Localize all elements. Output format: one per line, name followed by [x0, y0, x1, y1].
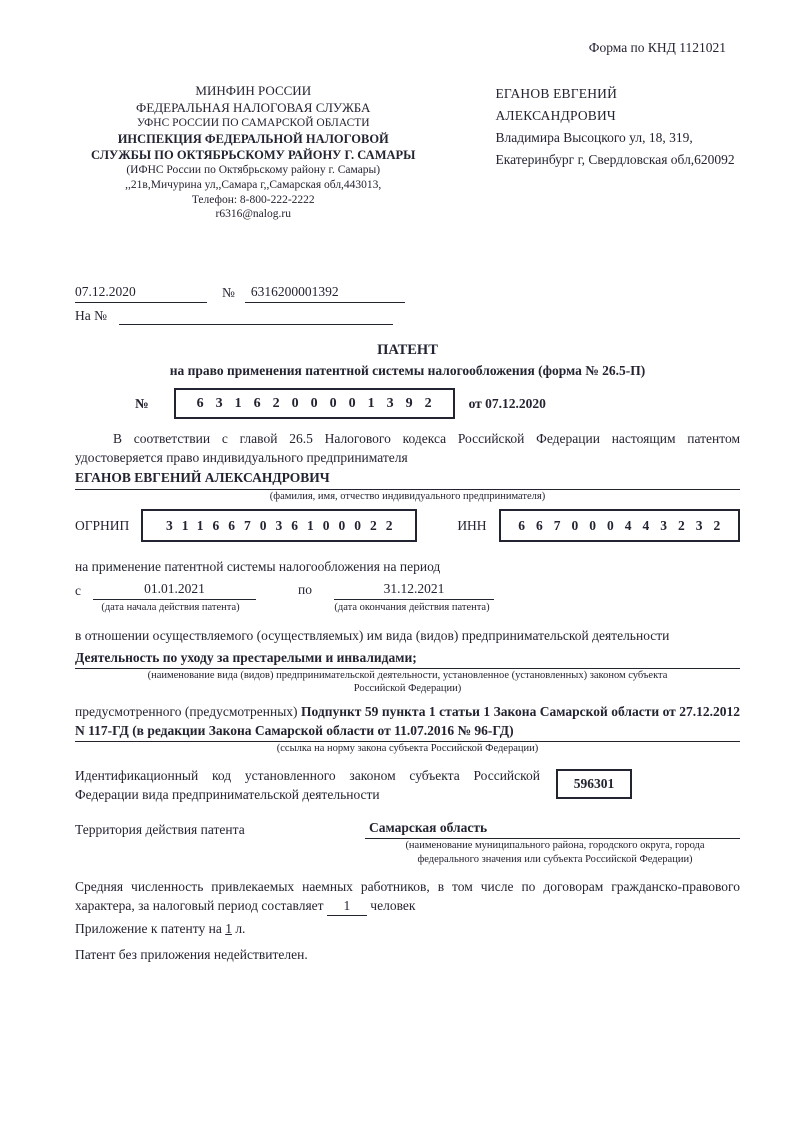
attachment-line: [75, 919, 740, 938]
patent-issue-date: от 07.12.2020: [468, 395, 546, 411]
recipient-address-line1: Владимира Высоцкого ул, 18, 319,: [495, 129, 693, 145]
intro-paragraph: В соответствии с главой 26.5 Налогового кодекса Российской Федерации настоящим патентом удостоверяется право индивидуального предпринимателя: [75, 431, 740, 466]
activity-code-box: [556, 769, 632, 799]
issuer-service: ФЕДЕРАЛЬНАЯ НАЛОГОВАЯ СЛУЖБА: [136, 99, 371, 115]
issuer-short-name: (ИФНС России по Октябрьскому району г. Самары): [126, 164, 381, 177]
letter-date: 07.12.2020: [75, 282, 207, 303]
entrepreneur-name-line: ЕГАНОВ ЕВГЕНИЙ АЛЕКСАНДРОВИЧ: [75, 468, 740, 489]
ogrnip-label: ОГРНИП: [75, 518, 130, 534]
inn-box: [499, 509, 740, 542]
number-sign: №: [222, 285, 235, 300]
workers-count: 1: [327, 896, 367, 916]
activity-caption-line1: (наименование вида (видов) предпринимательской деятельности, установленное (установленных) законом субъекта: [147, 669, 668, 681]
validity-note: Патент без приложения недействителен.: [75, 947, 308, 963]
period-captions-row: [75, 601, 740, 616]
from-label: с: [75, 583, 81, 599]
document-subtitle: на право применения патентной системы налогообложения (форма № 26.5-П): [169, 362, 646, 378]
header: [75, 83, 740, 222]
patent-number-row: [75, 388, 740, 419]
reply-reference-blank: [119, 308, 393, 325]
reply-reference-label: На №: [75, 308, 107, 324]
territory-row: [75, 818, 740, 839]
issuer-phone: Телефон: 8-800-222-2222: [191, 193, 315, 206]
activity-caption-line2: Российской Федерации): [353, 683, 462, 695]
period-end-caption: (дата окончания действия патента): [334, 602, 490, 614]
workers-paragraph: [75, 877, 740, 916]
period-start-date: 01.01.2021: [93, 579, 256, 600]
registration-row: [75, 509, 740, 542]
patent-number-digits: 6316200001392: [196, 395, 444, 411]
territory-caption-line1: (наименование муниципального района, городского округа, города: [405, 840, 705, 852]
activity-code-value: 596301: [573, 776, 615, 792]
letter-number: 6316200001392: [245, 282, 405, 303]
issuer-regional-office: УФНС РОССИИ ПО САМАРСКОЙ ОБЛАСТИ: [136, 117, 370, 130]
form-code: Форма по КНД 1121021: [588, 40, 726, 55]
territory-value: Самарская область: [365, 818, 740, 839]
reference-row: [75, 282, 740, 303]
inn-label: ИНН: [457, 518, 487, 534]
recipient-name: ЕГАНОВ ЕВГЕНИЙ АЛЕКСАНДРОВИЧ: [495, 86, 618, 124]
period-intro: на применение патентной системы налогообложения на период: [75, 559, 441, 575]
recipient-address-line2: Екатеринбург г, Свердловская обл,620092: [495, 151, 735, 167]
activity-intro: в отношении осуществляемого (осуществляемых) им вида (видов) предпринимательской деятельности: [75, 628, 670, 644]
law-reference-paragraph: [75, 702, 740, 742]
activity-code-row: [75, 766, 740, 804]
territory-label: Территория действия патента: [75, 822, 245, 838]
issuer-block: [75, 83, 431, 222]
workers-text-after: человек: [370, 897, 416, 913]
issuer-ministry: МИНФИН РОССИИ: [195, 83, 312, 99]
attachment-text-before: Приложение к патенту на: [75, 920, 222, 936]
law-caption: (ссылка на норму закона субъекта Российской Федерации): [276, 743, 539, 755]
attachment-text-after: л.: [235, 920, 246, 936]
patent-number-box: [174, 388, 455, 419]
issuer-email: r6316@nalog.ru: [215, 208, 291, 221]
period-end-date: 31.12.2021: [334, 579, 494, 600]
inn-digits: 667000443232: [518, 518, 732, 534]
reply-reference-row: [75, 306, 740, 325]
activity-code-label: Идентификационный код установленного законом субъекта Российской Федерации вида предпринимательской деятельности: [75, 767, 540, 803]
law-intro-text: предусмотренного (предусмотренных): [75, 703, 298, 719]
period-start-caption: (дата начала действия патента): [101, 602, 240, 614]
entrepreneur-name-caption: (фамилия, имя, отчество индивидуального предпринимателя): [269, 490, 546, 502]
document-title: ПАТЕНТ: [377, 342, 438, 359]
territory-caption-line2: федерального значения или субъекта Российской Федерации): [417, 854, 693, 866]
issuer-inspection-line1: ИНСПЕКЦИЯ ФЕДЕРАЛЬНОЙ НАЛОГОВОЙ: [117, 132, 389, 147]
ogrnip-box: [141, 509, 417, 542]
issuer-inspection-line2: СЛУЖБЫ ПО ОКТЯБРЬСКОМУ РАЙОНУ Г. САМАРЫ: [91, 148, 416, 163]
to-label: по: [298, 582, 312, 598]
issuer-address: ,,21в,Мичурина ул,,Самара г,,Самарская обл,443013,: [125, 178, 382, 191]
activity-name-line: Деятельность по уходу за престарелыми и инвалидами;: [75, 648, 740, 669]
ogrnip-digits: 311667036100022: [166, 518, 402, 534]
period-dates-row: [75, 579, 740, 600]
reference-block: [75, 282, 740, 325]
workers-text-before: Средняя численность привлекаемых наемных работников, в том числе по договорам гражданско-правового характера, за налоговый период составляет: [75, 878, 740, 913]
patent-number-sign: №: [135, 395, 149, 411]
attachment-pages: 1: [225, 920, 232, 936]
recipient-block: [495, 83, 740, 222]
law-reference-text: Подпункт 59 пункта 1 статьи 1 Закона Самарской области от 27.12.2012 N 117-ГД (в редакции Закона Самарской области от 11.07.2016 № 96-ГД): [75, 703, 741, 739]
